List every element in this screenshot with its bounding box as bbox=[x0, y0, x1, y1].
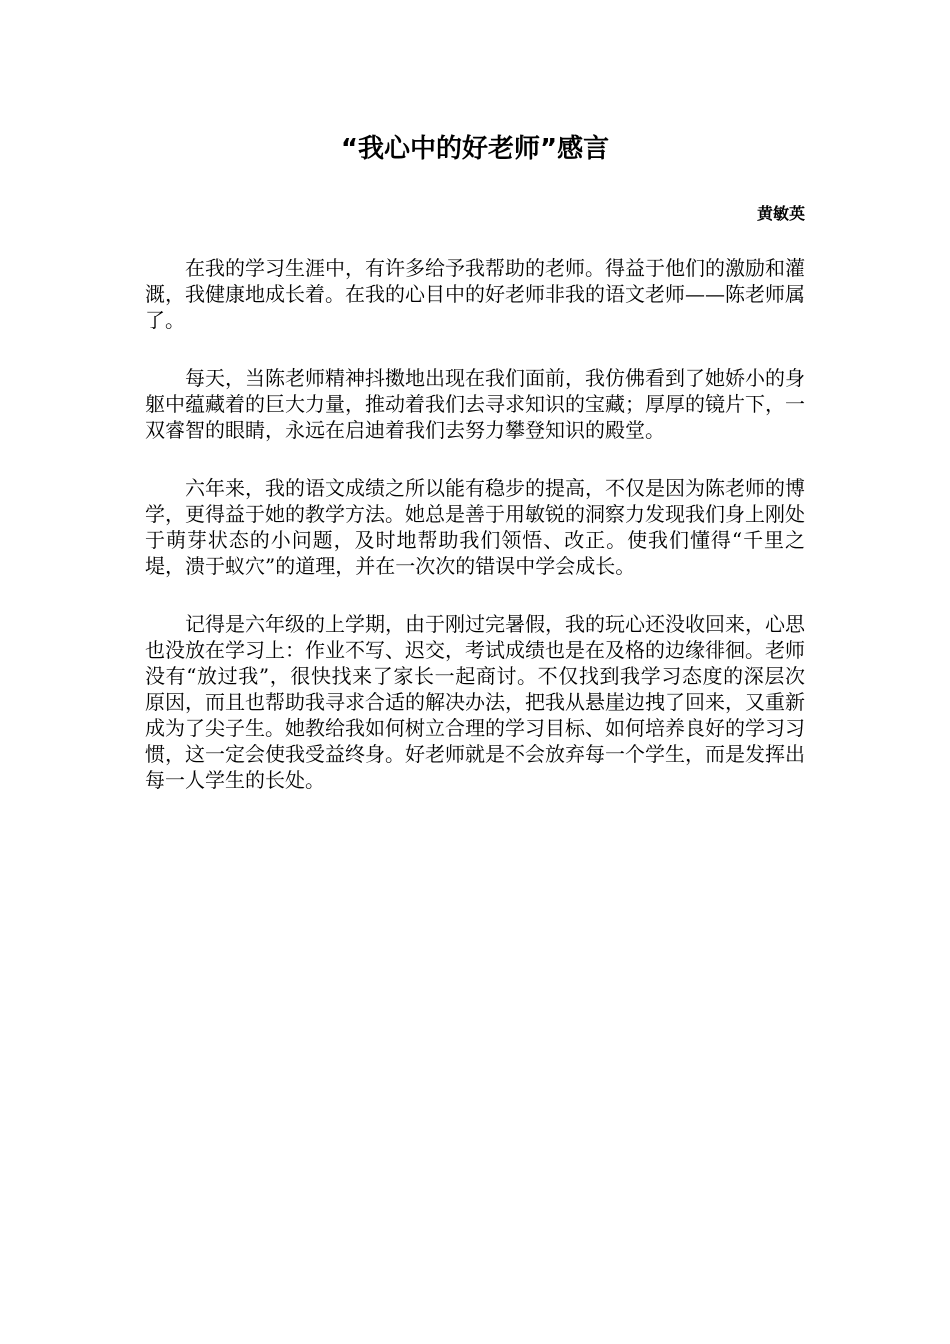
document-body bbox=[145, 255, 805, 825]
paragraph-4: 记得是六年级的上学期，由于刚过完暑假，我的玩心还没收回来，心思也没放在学习上：作业不写、迟交，考试成绩也是在及格的边缘徘徊。老师没有“放过我”，很快找来了家长一起商讨。不仅找到我学习态度的深层次原因，而且也帮助我寻求合适的解决办法，把我从悬崖边拽了回来，又重新成为了尖子生。她教给我如何树立合理的学习目标、如何培养良好的学习习惯，这一定会使我受益终身。好老师就是不会放弃每一个学生，而是发挥出每一人学生的长处。 bbox=[145, 612, 805, 792]
author-name: 黄敏英 bbox=[756, 204, 805, 223]
paragraph-1: 在我的学习生涯中，有许多给予我帮助的老师。得益于他们的激励和灌溉，我健康地成长着。在我的心目中的好老师非我的语文老师——陈老师属了。 bbox=[145, 256, 805, 332]
paragraph-2: 每天，当陈老师精神抖擞地出现在我们面前，我仿佛看到了她娇小的身躯中蕴藏着的巨大力量，推动着我们去寻求知识的宝藏；厚厚的镜片下，一双睿智的眼睛，永远在启迪着我们去努力攀登知识的殿堂。 bbox=[145, 366, 805, 442]
paragraph-3: 六年来，我的语文成绩之所以能有稳步的提高，不仅是因为陈老师的博学，更得益于她的教学方法。她总是善于用敏锐的洞察力发现我们身上刚处于萌芽状态的小问题，及时地帮助我们领悟、改正。使我们懂得“千里之堤，溃于蚁穴”的道理，并在一次次的错误中学会成长。 bbox=[145, 476, 805, 578]
document-title: “我心中的好老师”感言 bbox=[340, 134, 610, 164]
